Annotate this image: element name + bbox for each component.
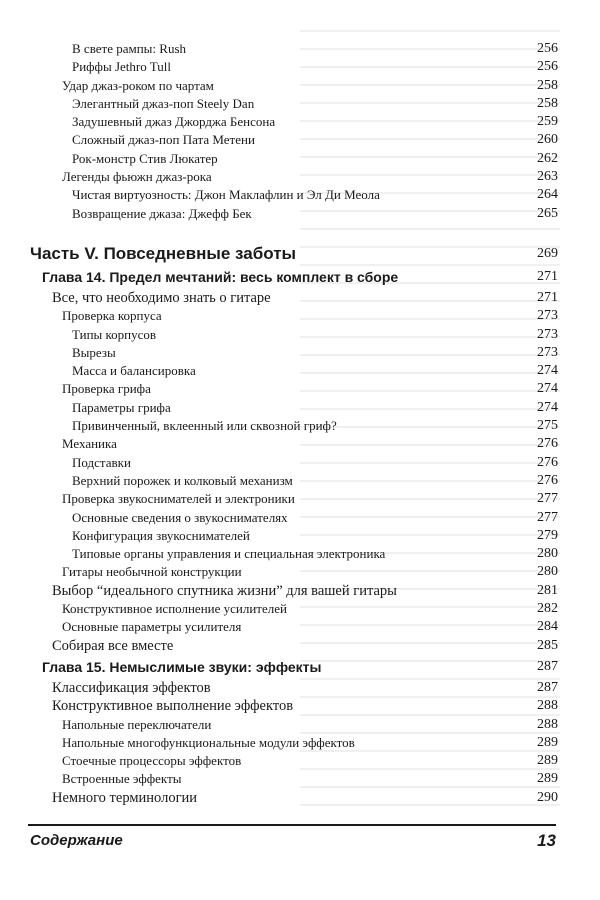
toc-entry-title: Вырезы bbox=[72, 344, 116, 360]
toc-entry-title: Возвращение джаза: Джефф Бек bbox=[72, 205, 252, 221]
toc-entry-l3 bbox=[0, 344, 600, 362]
toc-entry-title: Собирая все вместе bbox=[52, 637, 174, 654]
toc-entry-page: 265 bbox=[537, 205, 558, 221]
toc-entry-l3 bbox=[0, 545, 600, 563]
toc-entry-title: Риффы Jethro Tull bbox=[72, 59, 171, 75]
toc-entry-page: 260 bbox=[537, 132, 558, 148]
toc-entry-title: Задушевный джаз Джорджа Бенсона bbox=[72, 114, 276, 130]
page-footer bbox=[28, 824, 556, 856]
toc-entry-page: 258 bbox=[537, 77, 558, 93]
toc-entry-title: Основные сведения о звукоснимателях bbox=[72, 509, 288, 525]
toc-entry-title: Часть V. Повседневные заботы bbox=[30, 243, 297, 263]
toc-entry-l1 bbox=[0, 679, 600, 697]
toc-entry-page: 287 bbox=[537, 679, 558, 695]
toc-entry-page: 289 bbox=[537, 734, 558, 750]
toc-entry-page: 277 bbox=[537, 491, 558, 507]
toc-entry-page: 273 bbox=[537, 326, 558, 342]
toc-entry-page: 271 bbox=[537, 268, 558, 284]
toc-entry-page: 274 bbox=[537, 363, 558, 379]
toc-entry-title: Типы корпусов bbox=[72, 326, 157, 342]
toc-entry-l2 bbox=[0, 600, 600, 618]
toc-entry-chapter bbox=[0, 655, 600, 679]
page-number: 13 bbox=[537, 831, 556, 850]
toc-entry-l3 bbox=[0, 362, 600, 380]
toc-entry-l2 bbox=[0, 770, 600, 788]
toc-entry-title: Легенды фьюжн джаз-рока bbox=[62, 169, 212, 185]
toc-entry-page: 279 bbox=[537, 527, 558, 543]
toc-entry-title: Гитары необычной конструкции bbox=[62, 564, 242, 580]
toc-entry-l2 bbox=[0, 307, 600, 325]
toc-entry-title: Рок-монстр Стив Люкатер bbox=[72, 150, 218, 166]
toc-entry-page: 274 bbox=[537, 399, 558, 415]
toc-entry-page: 273 bbox=[537, 344, 558, 360]
toc-entry-page: 289 bbox=[537, 753, 558, 769]
toc-entry-l2 bbox=[0, 435, 600, 453]
table-of-contents bbox=[0, 40, 600, 807]
toc-entry-title: Привинченный, вклеенный или сквозной гриф? bbox=[72, 418, 337, 434]
toc-entry-title: Проверка звукоснимателей и электроники bbox=[62, 491, 295, 507]
toc-entry-title: Проверка корпуса bbox=[62, 308, 162, 324]
toc-entry-l2 bbox=[0, 716, 600, 734]
toc-entry-title: Глава 14. Предел мечтаний: весь комплект в сборе bbox=[42, 268, 399, 285]
toc-entry-title: Напольные переключатели bbox=[62, 716, 212, 732]
toc-entry-page: 284 bbox=[537, 619, 558, 635]
toc-entry-page: 264 bbox=[537, 187, 558, 203]
toc-entry-page: 263 bbox=[537, 169, 558, 185]
toc-entry-title: Напольные многофункциональные модули эффектов bbox=[62, 734, 355, 750]
toc-entry-l2 bbox=[0, 168, 600, 186]
toc-entry-l2 bbox=[0, 618, 600, 636]
toc-entry-page: 276 bbox=[537, 472, 558, 488]
toc-entry-part bbox=[0, 223, 600, 265]
toc-entry-title: Параметры грифа bbox=[72, 399, 171, 415]
toc-entry-title: Конфигурация звукоснимателей bbox=[72, 527, 250, 543]
toc-entry-title: В свете рампы: Rush bbox=[72, 41, 187, 56]
toc-entry-page: 258 bbox=[537, 95, 558, 111]
toc-entry-chapter bbox=[0, 265, 600, 289]
toc-entry-page: 262 bbox=[537, 150, 558, 166]
toc-entry-l3 bbox=[0, 186, 600, 204]
toc-entry-l3 bbox=[0, 113, 600, 131]
toc-entry-l2 bbox=[0, 77, 600, 95]
toc-entry-l2 bbox=[0, 752, 600, 770]
toc-entry-l1 bbox=[0, 582, 600, 600]
toc-entry-page: 288 bbox=[537, 698, 558, 714]
toc-entry-title: Основные параметры усилителя bbox=[62, 619, 242, 635]
toc-entry-l2 bbox=[0, 734, 600, 752]
toc-entry-l2 bbox=[0, 563, 600, 581]
toc-entry-page: 282 bbox=[537, 601, 558, 617]
toc-entry-title: Все, что необходимо знать о гитаре bbox=[52, 289, 271, 306]
toc-entry-page: 276 bbox=[537, 454, 558, 470]
toc-entry-l3 bbox=[0, 95, 600, 113]
toc-entry-title: Типовые органы управления и специальная электроника bbox=[72, 546, 386, 562]
toc-entry-title: Чистая виртуозность: Джон Маклафлин и Эл Ди Меола bbox=[72, 187, 380, 203]
toc-entry-l1 bbox=[0, 789, 600, 807]
toc-entry-page: 276 bbox=[537, 436, 558, 452]
toc-entry-page: 277 bbox=[537, 509, 558, 525]
toc-entry-page: 259 bbox=[537, 114, 558, 130]
toc-entry-page: 289 bbox=[537, 771, 558, 787]
toc-entry-title: Механика bbox=[62, 436, 117, 452]
toc-entry-page: 275 bbox=[537, 418, 558, 434]
toc-entry-l2 bbox=[0, 380, 600, 398]
toc-entry-l1 bbox=[0, 289, 600, 307]
toc-entry-l1 bbox=[0, 637, 600, 655]
toc-entry-l3 bbox=[0, 417, 600, 435]
toc-entry-title: Конструктивное выполнение эффектов bbox=[52, 698, 294, 715]
toc-entry-l3 bbox=[0, 58, 600, 76]
footer-title: Содержание bbox=[30, 832, 123, 849]
toc-entry-l3 bbox=[0, 527, 600, 545]
toc-entry-page: 285 bbox=[537, 637, 558, 653]
toc-entry-page: 274 bbox=[537, 381, 558, 397]
toc-entry-page: 288 bbox=[537, 716, 558, 732]
toc-entry-l3 bbox=[0, 131, 600, 149]
toc-entry-page: 280 bbox=[537, 564, 558, 580]
toc-entry-page: 269 bbox=[537, 245, 558, 261]
toc-entry-title: Выбор “идеального спутника жизни” для вашей гитары bbox=[52, 582, 397, 599]
toc-entry-page: 280 bbox=[537, 546, 558, 562]
toc-entry-title: Подставки bbox=[72, 454, 131, 470]
toc-entry-page: 290 bbox=[537, 789, 558, 805]
toc-entry-title: Масса и балансировка bbox=[72, 363, 196, 379]
toc-entry-title: Конструктивное исполнение усилителей bbox=[62, 601, 287, 617]
toc-entry-l3 bbox=[0, 472, 600, 490]
toc-entry-title: Элегантный джаз-поп Steely Dan bbox=[72, 95, 255, 111]
toc-entry-page: 256 bbox=[537, 41, 558, 56]
toc-entry-l2 bbox=[0, 490, 600, 508]
toc-entry-l3 bbox=[0, 509, 600, 527]
toc-entry-page: 256 bbox=[537, 59, 558, 75]
toc-entry-title: Удар джаз-роком по чартам bbox=[62, 77, 214, 93]
toc-entry-page: 287 bbox=[537, 658, 558, 674]
toc-entry-l1 bbox=[0, 697, 600, 715]
toc-entry-title: Глава 15. Немыслимые звуки: эффекты bbox=[42, 658, 322, 675]
toc-entry-l3 bbox=[0, 205, 600, 223]
toc-entry-page: 271 bbox=[537, 289, 558, 305]
toc-entry-title: Сложный джаз-поп Пата Метени bbox=[72, 132, 255, 148]
toc-entry-l3 bbox=[0, 454, 600, 472]
toc-entry-l3 bbox=[0, 150, 600, 168]
toc-entry-l3 bbox=[0, 399, 600, 417]
toc-entry-title: Встроенные эффекты bbox=[62, 771, 182, 787]
toc-entry-title: Классификация эффектов bbox=[52, 679, 211, 696]
toc-entry-title: Стоечные процессоры эффектов bbox=[62, 753, 242, 769]
toc-entry-title: Проверка грифа bbox=[62, 381, 151, 397]
toc-entry-l3 bbox=[0, 326, 600, 344]
toc-entry-title: Немного терминологии bbox=[52, 789, 198, 806]
toc-entry-page: 281 bbox=[537, 582, 558, 598]
toc-entry-page: 273 bbox=[537, 308, 558, 324]
toc-entry-l3 bbox=[0, 40, 600, 58]
toc-entry-title: Верхний порожек и колковый механизм bbox=[72, 472, 293, 488]
